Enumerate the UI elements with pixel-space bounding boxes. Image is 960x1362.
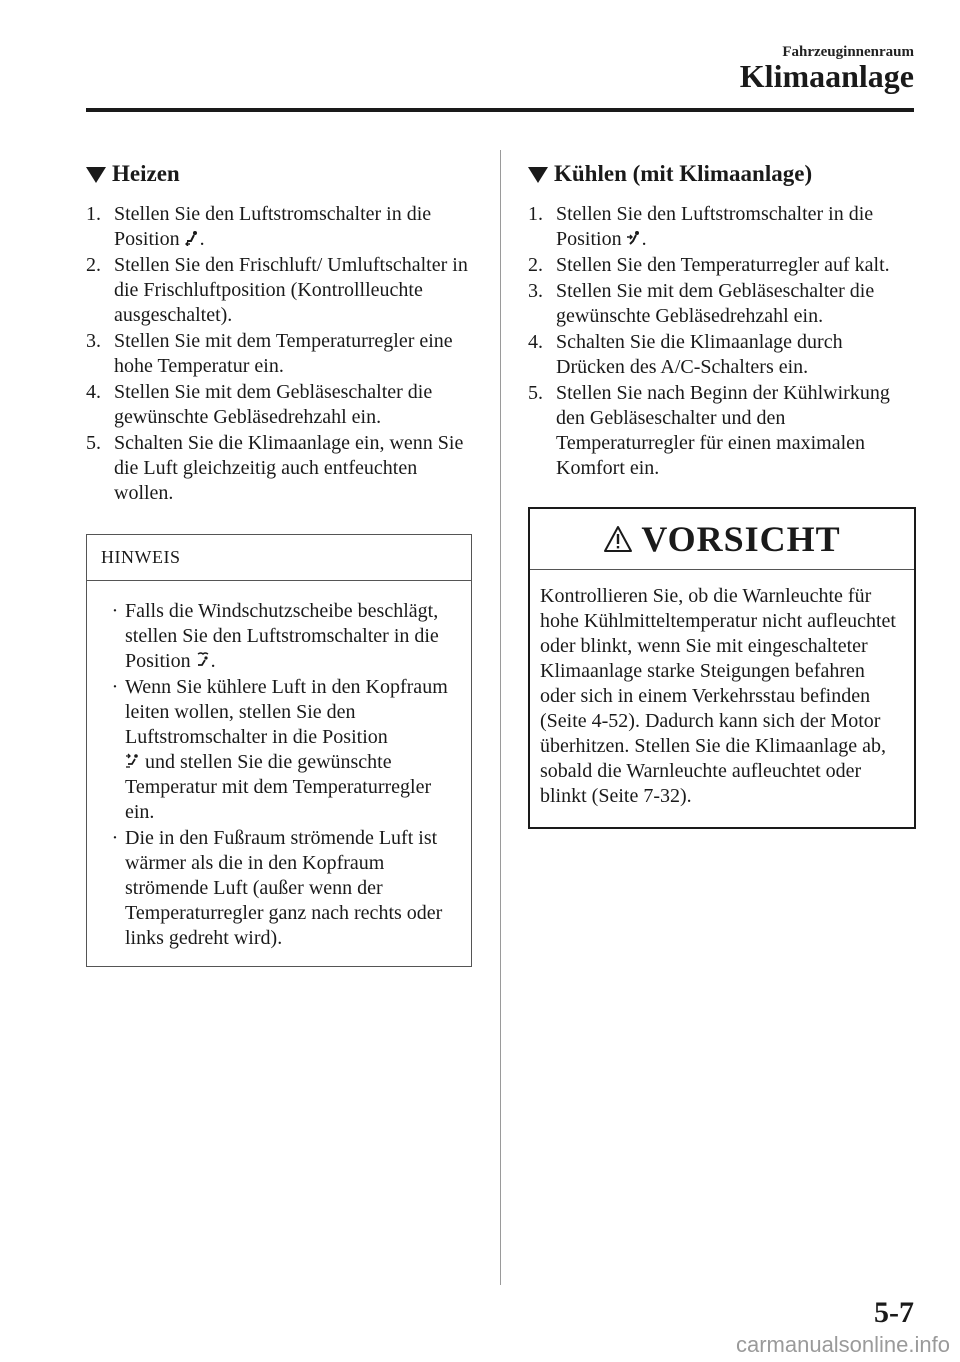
- step-number: 5.: [86, 432, 101, 454]
- vent-defrost-floor-icon: [195, 652, 211, 668]
- step-number: 1.: [86, 203, 101, 225]
- caution-title: VORSICHT: [641, 519, 841, 559]
- step-number: 3.: [528, 280, 543, 302]
- step-text: Schalten Sie die Klimaanlage ein, wenn Sie die Luft gleichzeitig auch entfeuchten wollen.: [114, 432, 464, 504]
- list-item: [528, 253, 916, 278]
- note-text-continued: und stellen Sie die gewünschte Temperatur mit dem Temperaturregler ein.: [125, 751, 432, 823]
- list-item: [86, 253, 472, 328]
- note-suffix: .: [210, 650, 216, 672]
- note-box: [86, 534, 472, 967]
- step-suffix: .: [641, 228, 647, 250]
- list-item: [86, 431, 472, 506]
- list-item: [105, 599, 455, 674]
- bullet: ·: [111, 676, 119, 698]
- vent-floor-icon: [184, 230, 200, 246]
- bullet: ·: [111, 600, 119, 622]
- list-item: [86, 329, 472, 379]
- triangle-down-icon: [86, 167, 106, 183]
- caution-box: [528, 507, 916, 829]
- step-number: 4.: [86, 381, 101, 403]
- step-text: Stellen Sie den Luftstromschalter in die Position: [556, 203, 874, 250]
- note-title: HINWEIS: [87, 535, 471, 581]
- list-item: [86, 202, 472, 252]
- kuehlen-steps: [528, 202, 916, 481]
- watermark: carmanualsonline.info: [735, 1332, 950, 1357]
- vent-face-icon: [626, 230, 642, 246]
- note-text: Wenn Sie kühlere Luft in den Kopfraum leiten wollen, stellen Sie den Luftstromschalter in die Position: [125, 676, 448, 748]
- page-title: Klimaanlage: [739, 58, 914, 94]
- step-text: Stellen Sie den Temperaturregler auf kalt.: [556, 254, 890, 276]
- list-item: [105, 675, 455, 825]
- section-label: Fahrzeuginnenraum: [782, 44, 914, 60]
- warning-icon: [603, 525, 633, 553]
- step-number: 1.: [528, 203, 543, 225]
- note-text: Falls die Windschutzscheibe beschlägt, stellen Sie den Luftstromschalter in die Position: [125, 600, 439, 672]
- column-divider: [500, 150, 501, 1285]
- step-text: Stellen Sie den Luftstromschalter in die Position: [114, 203, 432, 250]
- right-column: [528, 158, 916, 829]
- list-item: [528, 279, 916, 329]
- bullet: ·: [111, 827, 119, 849]
- step-text: Stellen Sie mit dem Temperaturregler eine hohe Temperatur ein.: [114, 330, 453, 377]
- caution-header: [530, 509, 914, 570]
- step-number: 5.: [528, 382, 543, 404]
- heading-kuehlen: [528, 158, 916, 190]
- caution-text: Kontrollieren Sie, ob die Warnleuchte für hohe Kühlmitteltemperatur nicht aufleuchtet oder blinkt, wenn Sie mit eingeschalteter Klimaanlage starke Steigungen befahren oder sich in einem Verkehrsstau befinden (Seite 4-52). Dadurch kann sich der Motor überhitzen. Stellen Sie die Klimaanlage ab, sobald die Warnleuchte aufleuchtet oder blinkt (Seite 7-32).: [540, 585, 896, 807]
- step-number: 4.: [528, 331, 543, 353]
- list-item: [528, 330, 916, 380]
- step-text: Stellen Sie mit dem Gebläseschalter die gewünschte Gebläsedrehzahl ein.: [114, 381, 433, 428]
- heizen-steps: [86, 202, 472, 506]
- note-list: [87, 581, 471, 966]
- step-text: Schalten Sie die Klimaanlage durch Drücken des A/C-Schalters ein.: [556, 331, 843, 378]
- vent-face-floor-icon: [125, 753, 141, 769]
- list-item: [86, 380, 472, 430]
- step-number: 2.: [528, 254, 543, 276]
- heading-text: Heizen: [112, 161, 180, 186]
- note-text: Die in den Fußraum strömende Luft ist wärmer als die in den Kopfraum strömende Luft (außer wenn der Temperaturregler ganz nach rechts oder links gedreht wird).: [125, 827, 443, 949]
- list-item: [105, 826, 455, 951]
- step-number: 2.: [86, 254, 101, 276]
- header-rule: [86, 108, 914, 112]
- heading-heizen: [86, 158, 472, 190]
- step-text: Stellen Sie nach Beginn der Kühlwirkung den Gebläseschalter und den Temperaturregler für einen maximalen Komfort ein.: [556, 382, 890, 479]
- triangle-down-icon: [528, 167, 548, 183]
- step-suffix: .: [199, 228, 205, 250]
- list-item: [528, 202, 916, 252]
- step-text: Stellen Sie den Frischluft/ Umluftschalter in die Frischluftposition (Kontrollleuchte ausgeschaltet).: [114, 254, 468, 326]
- left-column: [86, 158, 472, 967]
- heading-text: Kühlen (mit Klimaanlage): [554, 161, 813, 186]
- list-item: [528, 381, 916, 481]
- step-number: 3.: [86, 330, 101, 352]
- step-text: Stellen Sie mit dem Gebläseschalter die gewünschte Gebläsedrehzahl ein.: [556, 280, 875, 327]
- page-number: 5-7: [874, 1296, 914, 1329]
